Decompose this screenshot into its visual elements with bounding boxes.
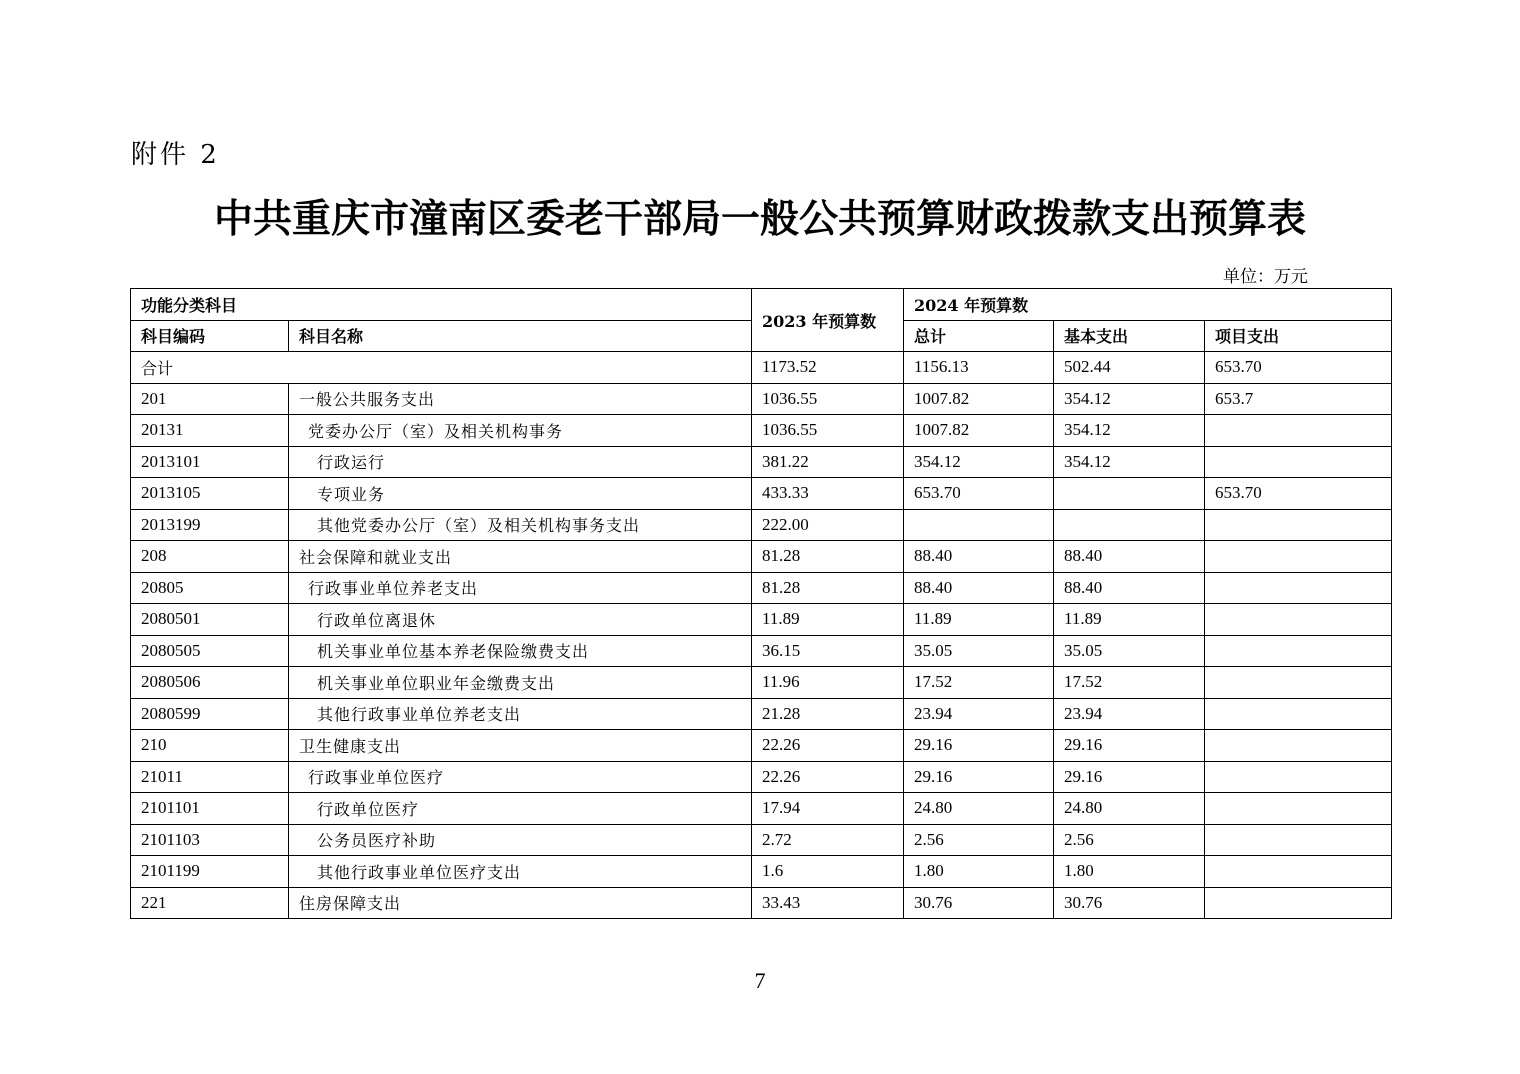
cell-2024-total: 1007.82 xyxy=(904,383,1054,415)
total-2024-total: 1156.13 xyxy=(904,352,1054,384)
table-row xyxy=(131,698,1392,730)
cell-2024-total: 88.40 xyxy=(904,541,1054,573)
cell-2024-total: 653.70 xyxy=(904,478,1054,510)
cell-name: 行政单位离退休 xyxy=(289,604,752,636)
table-row xyxy=(131,541,1392,573)
cell-name: 机关事业单位基本养老保险缴费支出 xyxy=(289,635,752,667)
cell-2024-basic: 29.16 xyxy=(1054,730,1205,762)
cell-2024-total: 2.56 xyxy=(904,824,1054,856)
cell-name: 公务员医疗补助 xyxy=(289,824,752,856)
cell-2024-total: 29.16 xyxy=(904,730,1054,762)
cell-name: 行政单位医疗 xyxy=(289,793,752,825)
cell-2024-total: 17.52 xyxy=(904,667,1054,699)
cell-2024-total: 29.16 xyxy=(904,761,1054,793)
table-row xyxy=(131,667,1392,699)
cell-2023-budget: 1036.55 xyxy=(752,383,904,415)
cell-name: 社会保障和就业支出 xyxy=(289,541,752,573)
cell-2024-total: 24.80 xyxy=(904,793,1054,825)
cell-2024-project xyxy=(1205,824,1392,856)
cell-code: 2013101 xyxy=(131,446,289,478)
total-2024-project: 653.70 xyxy=(1205,352,1392,384)
cell-code: 21011 xyxy=(131,761,289,793)
header-row-1 xyxy=(131,289,1392,321)
table-row xyxy=(131,824,1392,856)
cell-name: 行政事业单位医疗 xyxy=(289,761,752,793)
cell-2024-total xyxy=(904,509,1054,541)
cell-2024-total: 23.94 xyxy=(904,698,1054,730)
cell-2024-basic xyxy=(1054,509,1205,541)
cell-name: 行政事业单位养老支出 xyxy=(289,572,752,604)
cell-2023-budget: 381.22 xyxy=(752,446,904,478)
cell-2023-budget: 1036.55 xyxy=(752,415,904,447)
cell-2024-basic: 30.76 xyxy=(1054,887,1205,919)
cell-2024-project xyxy=(1205,887,1392,919)
cell-2023-budget: 81.28 xyxy=(752,541,904,573)
header-function-group: 功能分类科目 xyxy=(131,289,752,321)
table-row xyxy=(131,478,1392,510)
cell-code: 2101101 xyxy=(131,793,289,825)
cell-2024-basic: 23.94 xyxy=(1054,698,1205,730)
total-label: 合计 xyxy=(131,352,752,384)
table-row xyxy=(131,383,1392,415)
cell-code: 2101103 xyxy=(131,824,289,856)
cell-2024-project xyxy=(1205,509,1392,541)
cell-2024-basic: 1.80 xyxy=(1054,856,1205,888)
cell-name: 卫生健康支出 xyxy=(289,730,752,762)
cell-name: 行政运行 xyxy=(289,446,752,478)
cell-code: 208 xyxy=(131,541,289,573)
table-row xyxy=(131,856,1392,888)
cell-name: 党委办公厅（室）及相关机构事务 xyxy=(289,415,752,447)
page-title: 中共重庆市潼南区委老干部局一般公共预算财政拨款支出预算表 xyxy=(213,196,1306,242)
total-2023: 1173.52 xyxy=(752,352,904,384)
cell-2024-basic: 24.80 xyxy=(1054,793,1205,825)
header-name: 科目名称 xyxy=(289,320,752,352)
table-row xyxy=(131,415,1392,447)
cell-2023-budget: 2.72 xyxy=(752,824,904,856)
cell-2024-basic: 2.56 xyxy=(1054,824,1205,856)
attachment-label: 附件 2 xyxy=(131,140,220,170)
cell-2023-budget: 22.26 xyxy=(752,761,904,793)
cell-2023-budget: 11.96 xyxy=(752,667,904,699)
cell-2024-basic: 29.16 xyxy=(1054,761,1205,793)
cell-2024-basic: 17.52 xyxy=(1054,667,1205,699)
table-row xyxy=(131,604,1392,636)
cell-2024-basic: 354.12 xyxy=(1054,415,1205,447)
cell-code: 2080599 xyxy=(131,698,289,730)
cell-2024-basic: 35.05 xyxy=(1054,635,1205,667)
cell-code: 210 xyxy=(131,730,289,762)
header-project: 项目支出 xyxy=(1205,320,1392,352)
cell-2024-project xyxy=(1205,730,1392,762)
cell-2024-project: 653.70 xyxy=(1205,478,1392,510)
cell-2024-basic xyxy=(1054,478,1205,510)
cell-name: 住房保障支出 xyxy=(289,887,752,919)
cell-2024-project xyxy=(1205,698,1392,730)
header-total: 总计 xyxy=(904,320,1054,352)
cell-2023-budget: 1.6 xyxy=(752,856,904,888)
budget-table xyxy=(130,288,1392,919)
cell-2023-budget: 433.33 xyxy=(752,478,904,510)
cell-code: 2080501 xyxy=(131,604,289,636)
cell-2024-total: 1.80 xyxy=(904,856,1054,888)
cell-2024-total: 11.89 xyxy=(904,604,1054,636)
cell-2023-budget: 222.00 xyxy=(752,509,904,541)
cell-2024-project xyxy=(1205,572,1392,604)
cell-2024-total: 1007.82 xyxy=(904,415,1054,447)
header-code: 科目编码 xyxy=(131,320,289,352)
cell-code: 2013105 xyxy=(131,478,289,510)
unit-label: 单位：万元 xyxy=(1223,267,1308,287)
cell-code: 221 xyxy=(131,887,289,919)
cell-2024-project xyxy=(1205,667,1392,699)
cell-2023-budget: 17.94 xyxy=(752,793,904,825)
header-basic: 基本支出 xyxy=(1054,320,1205,352)
cell-name: 其他行政事业单位养老支出 xyxy=(289,698,752,730)
cell-2023-budget: 22.26 xyxy=(752,730,904,762)
table-row xyxy=(131,509,1392,541)
cell-code: 2101199 xyxy=(131,856,289,888)
cell-name: 一般公共服务支出 xyxy=(289,383,752,415)
table-row xyxy=(131,446,1392,478)
cell-2024-project: 653.7 xyxy=(1205,383,1392,415)
cell-name: 其他行政事业单位医疗支出 xyxy=(289,856,752,888)
cell-2024-total: 30.76 xyxy=(904,887,1054,919)
cell-2024-project xyxy=(1205,415,1392,447)
cell-2024-project xyxy=(1205,541,1392,573)
total-row xyxy=(131,352,1392,384)
cell-code: 201 xyxy=(131,383,289,415)
page-number: 7 xyxy=(754,968,766,993)
cell-code: 2080506 xyxy=(131,667,289,699)
total-2024-basic: 502.44 xyxy=(1054,352,1205,384)
cell-2023-budget: 36.15 xyxy=(752,635,904,667)
table-row xyxy=(131,887,1392,919)
budget-table-body xyxy=(131,289,1392,919)
cell-2024-basic: 354.12 xyxy=(1054,383,1205,415)
cell-2024-project xyxy=(1205,793,1392,825)
cell-code: 20805 xyxy=(131,572,289,604)
table-row xyxy=(131,730,1392,762)
cell-code: 2080505 xyxy=(131,635,289,667)
cell-code: 20131 xyxy=(131,415,289,447)
cell-2024-basic: 354.12 xyxy=(1054,446,1205,478)
cell-2023-budget: 81.28 xyxy=(752,572,904,604)
cell-2024-project xyxy=(1205,635,1392,667)
cell-2024-basic: 88.40 xyxy=(1054,541,1205,573)
cell-code: 2013199 xyxy=(131,509,289,541)
cell-2024-basic: 88.40 xyxy=(1054,572,1205,604)
cell-2024-total: 88.40 xyxy=(904,572,1054,604)
table-row xyxy=(131,635,1392,667)
cell-2023-budget: 33.43 xyxy=(752,887,904,919)
cell-name: 其他党委办公厅（室）及相关机构事务支出 xyxy=(289,509,752,541)
table-row xyxy=(131,572,1392,604)
cell-name: 机关事业单位职业年金缴费支出 xyxy=(289,667,752,699)
header-2023-budget: 2023 年预算数 xyxy=(752,289,904,352)
cell-2024-project xyxy=(1205,761,1392,793)
cell-2023-budget: 11.89 xyxy=(752,604,904,636)
cell-2023-budget: 21.28 xyxy=(752,698,904,730)
cell-2024-project xyxy=(1205,604,1392,636)
cell-name: 专项业务 xyxy=(289,478,752,510)
cell-2024-project xyxy=(1205,446,1392,478)
cell-2024-basic: 11.89 xyxy=(1054,604,1205,636)
cell-2024-total: 35.05 xyxy=(904,635,1054,667)
cell-2024-total: 354.12 xyxy=(904,446,1054,478)
table-row xyxy=(131,761,1392,793)
header-2024-group: 2024 年预算数 xyxy=(904,289,1392,321)
cell-2024-project xyxy=(1205,856,1392,888)
table-row xyxy=(131,793,1392,825)
